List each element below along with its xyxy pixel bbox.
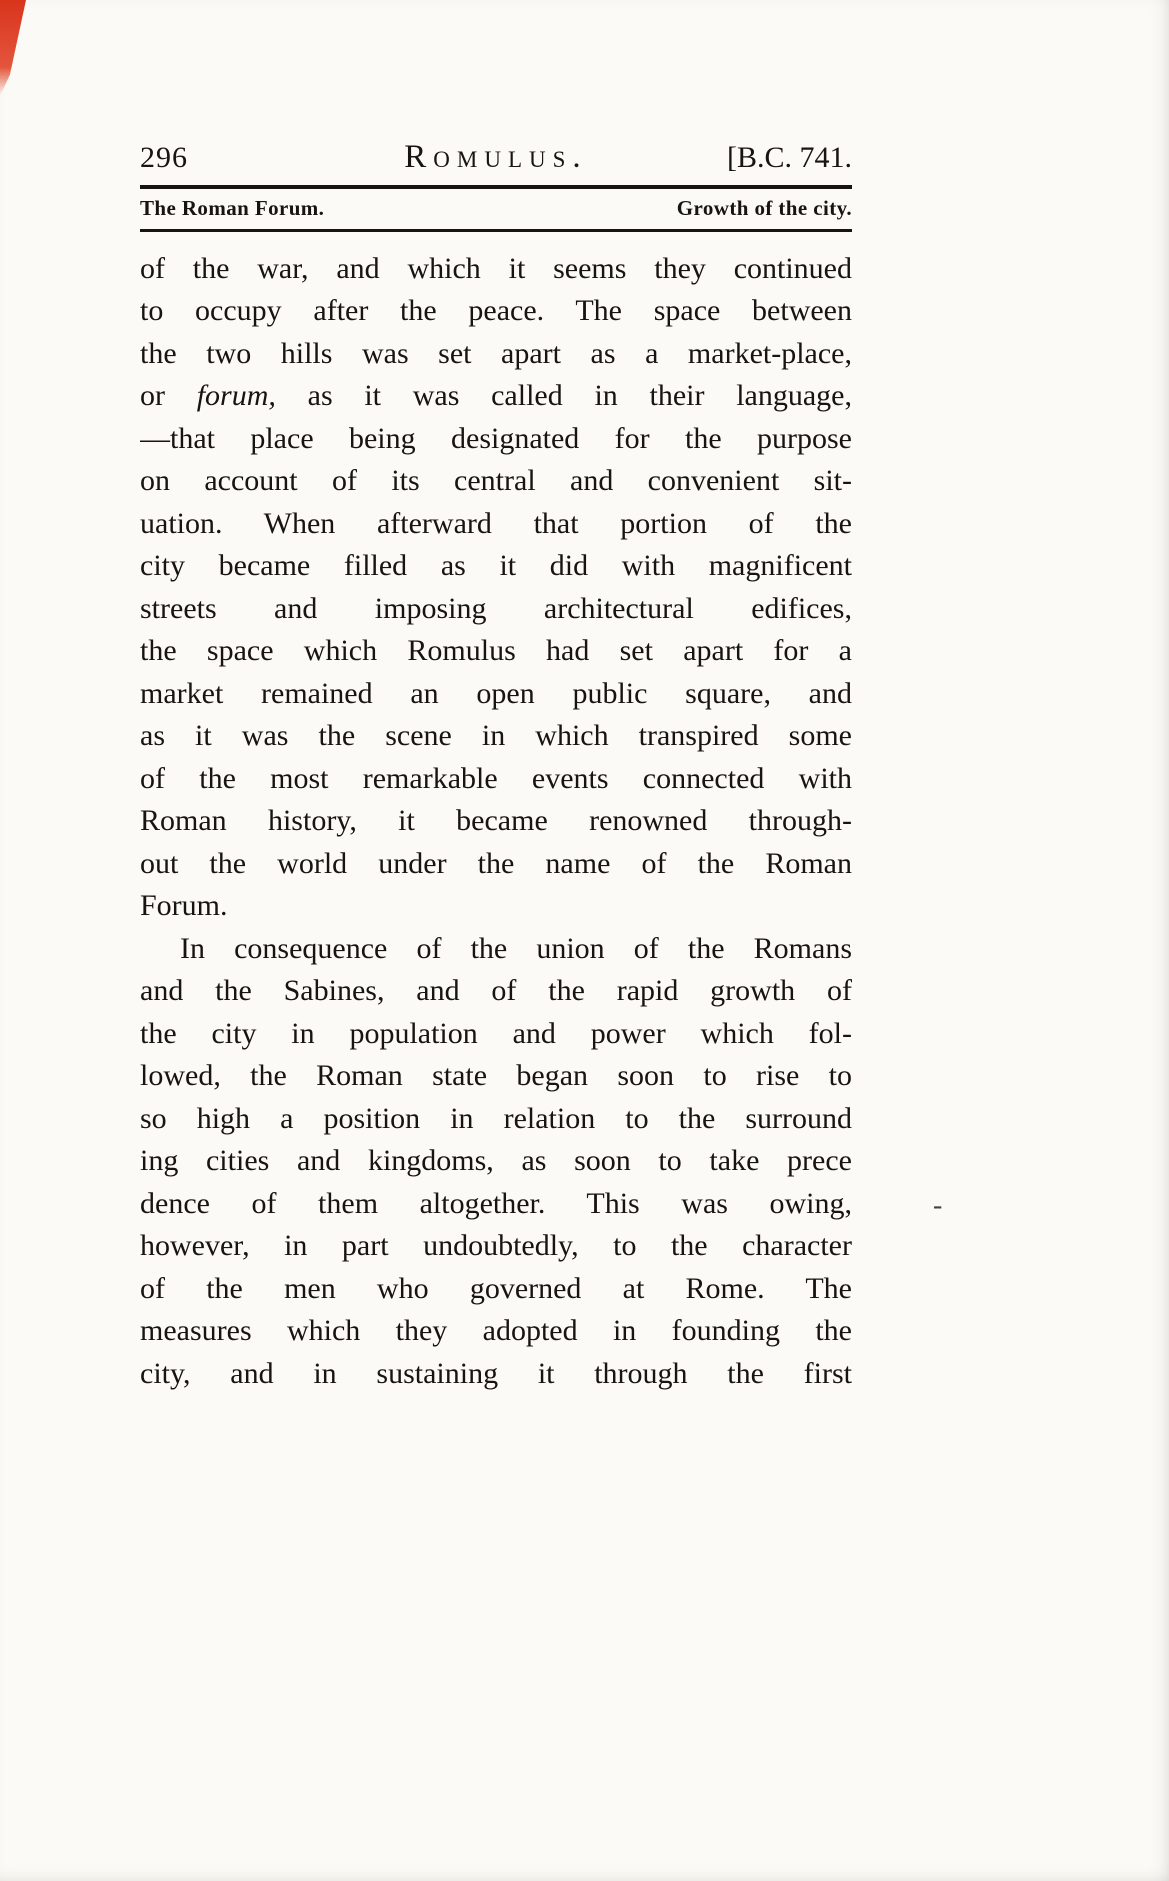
text-line [140,928,852,971]
text-segment: on account of its central and convenient sit- [140,464,852,497]
page-number: 296 [140,141,188,174]
text-line [140,460,852,503]
text-segment: and the Sabines, and of the rapid growth of [140,974,852,1007]
text-line [140,1183,852,1226]
text-line [140,1098,852,1141]
text-segment: the space which Romulus had set apart for a [140,634,852,667]
text-segment: uation. When afterward that portion of the [140,506,852,540]
text-segment: lowed, the Roman state began soon to rise to [140,1059,852,1092]
text-segment: the two hills was set apart as a market-place, [140,336,852,370]
text-line [140,1055,852,1098]
right-topic: Growth of the city. [676,196,852,220]
text-segment: of the men who governed at Rome. The [140,1271,852,1305]
text-segment: Forum. [140,889,228,922]
header-rule [140,185,852,189]
text-line [140,418,852,461]
page-body [140,248,852,1396]
page-header [140,138,852,177]
text-line [140,333,852,376]
text-line [140,630,852,673]
text-line [140,1225,852,1268]
text-line [140,545,852,588]
text-segment: Roman history, it became renowned through- [140,804,852,837]
date-marker: [B.C. 741. [726,141,852,174]
text-line [140,970,852,1013]
text-segment: dence of them altogether. This was owing, [140,1186,852,1220]
text-line [140,885,852,928]
text-line [140,1268,852,1311]
text-segment: the city in population and power which fol- [140,1016,852,1050]
text-line [140,800,852,843]
text-segment: city became filled as it did with magnificent [140,549,852,582]
text-line [140,290,852,333]
text-line [140,503,852,546]
paragraph [140,928,852,1396]
text-segment: as it was called in their language, [275,379,852,412]
text-line [140,1310,852,1353]
text-line [140,843,852,886]
text-segment: as it was the scene in which transpired some [140,719,852,752]
text-segment: of the most remarkable events connected with [140,761,852,795]
text-line [140,1353,852,1396]
running-title: Romulus. [404,139,588,175]
text-line [140,1013,852,1056]
section-subheader [140,195,852,221]
text-segment: out the world under the name of the Roman [140,846,852,880]
text-segment: of the war, and which it seems they continued [140,251,852,285]
left-topic: The Roman Forum. [140,196,325,220]
text-segment: so high a position in relation to the surround [140,1101,852,1135]
text-line [140,375,852,418]
text-segment: however, in part undoubtedly, to the character [140,1229,852,1262]
paragraph [140,248,852,928]
page-content [140,138,852,1395]
text-segment: or [140,379,197,412]
text-line [140,248,852,291]
text-segment: city, and in sustaining it through the first [140,1356,852,1390]
text-line [140,588,852,631]
italic-text: forum, [196,379,276,412]
subheader-rule [140,229,852,232]
text-segment: In consequence of the union of the Romans [180,931,852,965]
scan-artifact-red [0,0,26,96]
text-segment: measures which they adopted in founding the [140,1314,852,1347]
text-segment: ing cities and kingdoms, as soon to take prece [140,1144,852,1177]
text-segment: to occupy after the peace. The space between [140,294,852,327]
text-line [140,758,852,801]
text-line [140,673,852,716]
text-segment: market remained an open public square, and [140,676,852,710]
margin-mark: - [933,1190,943,1221]
text-line [140,715,852,758]
text-line [140,1140,852,1183]
text-segment: streets and imposing architectural edifices, [140,591,852,625]
text-segment: —that place being designated for the purpose [140,421,852,455]
